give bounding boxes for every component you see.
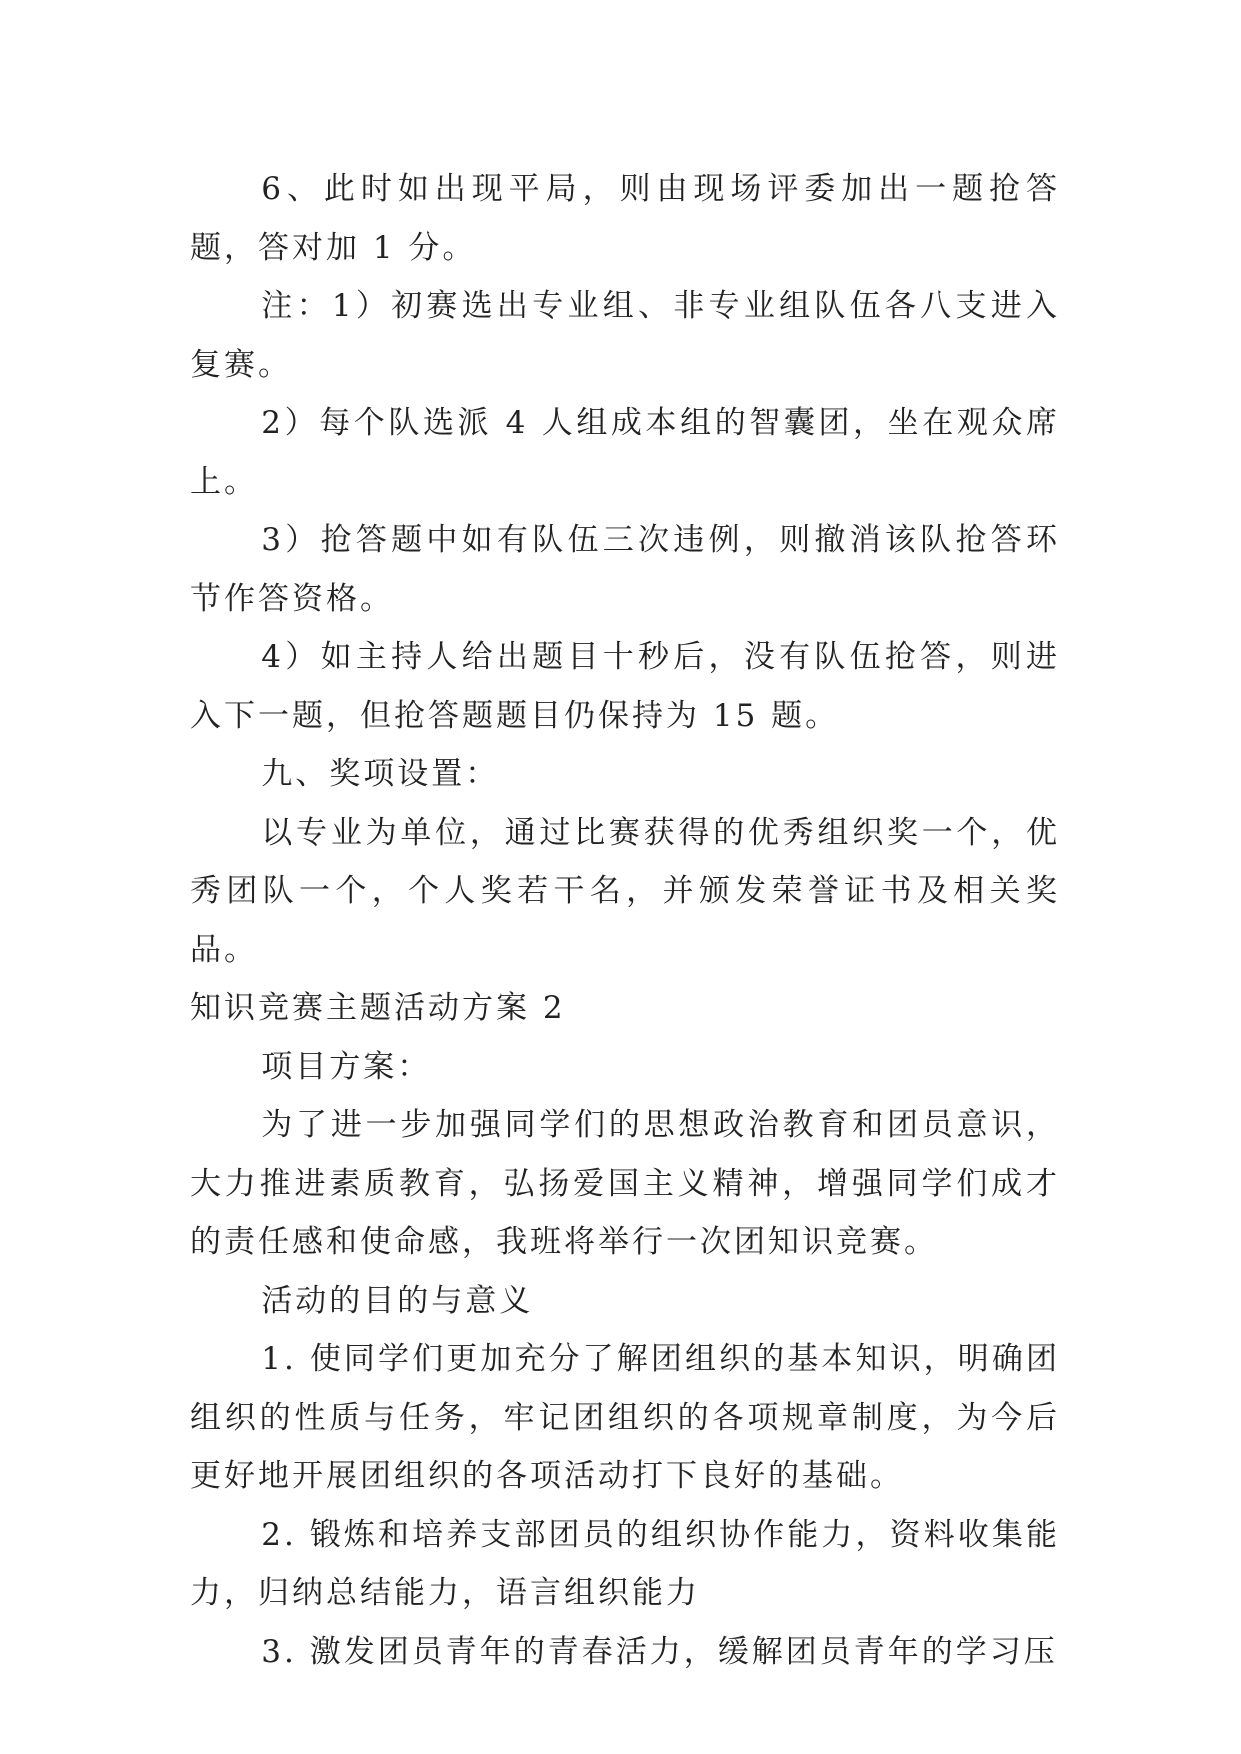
paragraph-awards: 以专业为单位，通过比赛获得的优秀组织奖一个，优秀团队一个，个人奖若干名，并颁发荣誉证书及相关奖品。 — [190, 814, 1060, 968]
section-heading-plan: 项目方案： — [261, 1048, 432, 1085]
list-item-purpose-2: 2. 锻炼和培养支部团员的组织协作能力，资料收集能力，归纳总结能力，语言组织能力 — [190, 1516, 1060, 1611]
paragraph-note-4: 4）如主持人给出题目十秒后，没有队伍抢答，则进入下一题，但抢答题题目仍保持为 15 题。 — [190, 639, 1060, 734]
list-item-purpose-1: 1. 使同学们更加充分了解团组织的基本知识，明确团组织的性质与任务，牢记团组织的各项规章制度，为今后更好地开展团组织的各项活动打下良好的基础。 — [190, 1341, 1060, 1494]
document-body — [190, 160, 1060, 1681]
list-item-purpose-3: 3. 激发团员青年的青春活力，缓解团员青年的学习压 — [261, 1633, 1058, 1670]
paragraph-tie-rule: 6、此时如出现平局，则由现场评委加出一题抢答题，答对加 1 分。 — [190, 171, 1060, 266]
paragraph-note-1: 注：1）初赛选出专业组、非专业组队伍各八支进入复赛。 — [190, 288, 1060, 383]
document-title-2: 知识竞赛主题活动方案 2 — [190, 990, 566, 1026]
section-heading-purpose: 活动的目的与意义 — [261, 1282, 534, 1319]
paragraph-note-2: 2）每个队选派 4 人组成本组的智囊团，坐在观众席上。 — [190, 405, 1060, 500]
paragraph-note-3: 3）抢答题中如有队伍三次违例，则撤消该队抢答环节作答资格。 — [190, 522, 1060, 617]
section-heading-awards: 九、奖项设置： — [261, 756, 500, 792]
paragraph-intro: 为了进一步加强同学们的思想政治教育和团员意识，大力推进素质教育，弘扬爱国主义精神，增强同学们成才的责任感和使命感，我班将举行一次团知识竞赛。 — [190, 1107, 1060, 1260]
